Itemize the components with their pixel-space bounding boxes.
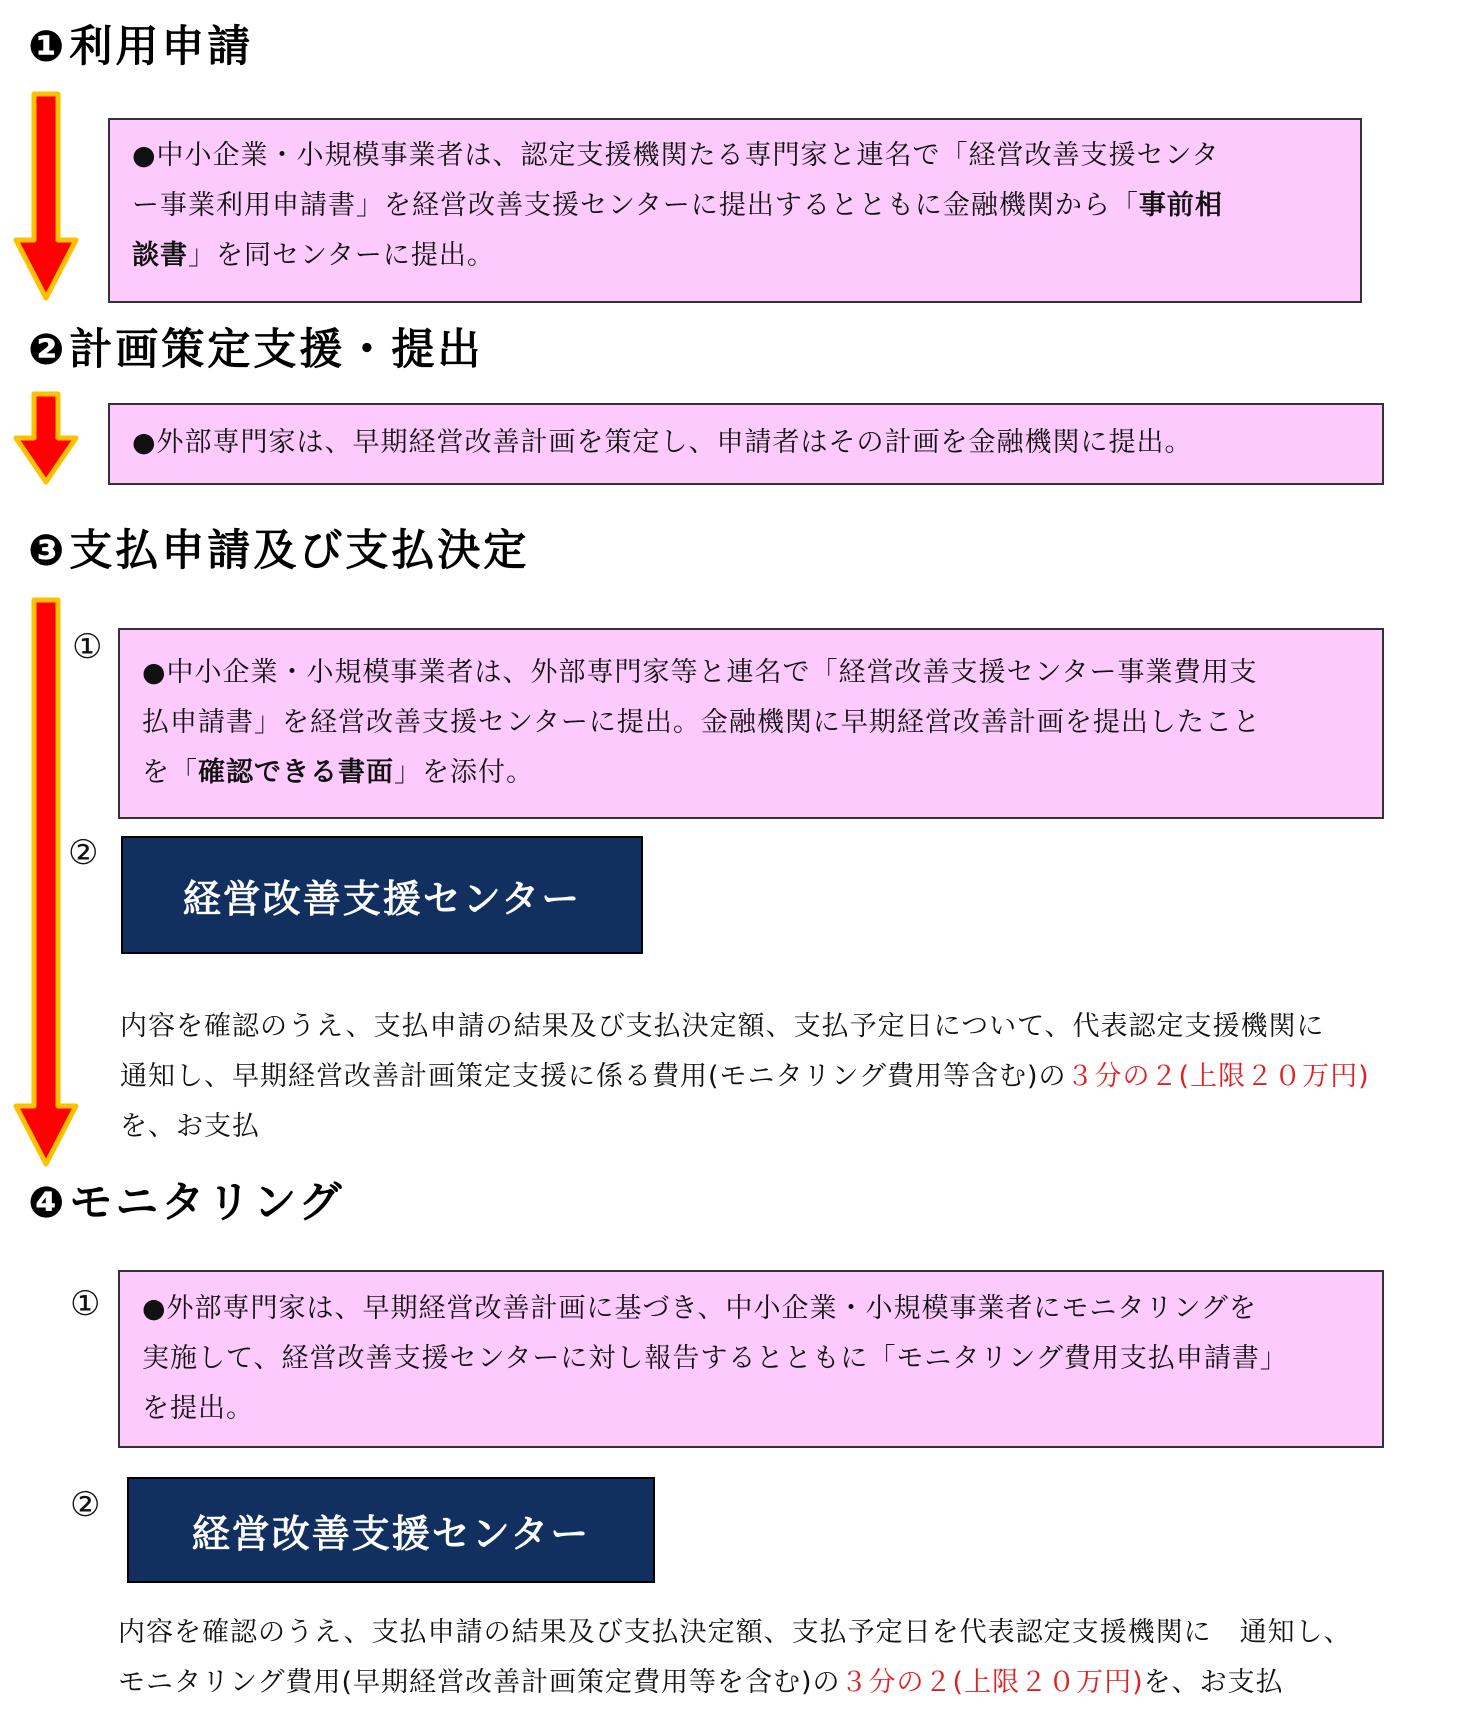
step2-line1: ●外部専門家は、早期経営改善計画を策定し、申請者はその計画を金融機関に提出。 xyxy=(132,427,1193,458)
step4-note xyxy=(118,1608,1448,1708)
step2-arrow xyxy=(12,392,80,486)
step1-line3 xyxy=(132,231,1342,281)
step4-center-label: 経営改善支援センター xyxy=(191,1511,591,1556)
step3-sub1-line3a: を「 xyxy=(142,757,198,788)
step2-box xyxy=(108,403,1384,485)
step4-sub2-marker: ② xyxy=(70,1485,101,1525)
step2-number: ❷ xyxy=(28,325,68,375)
step1-title: 利用申請 xyxy=(69,22,254,72)
step3-sub1-line3c: 」を添付。 xyxy=(394,757,534,788)
step4-sub1-line1: ●外部専門家は、早期経営改善計画に基づき、中小企業・小規模事業者にモニタリングを xyxy=(142,1293,1257,1324)
step3-sub1-line3b: 確認できる書面 xyxy=(198,757,394,788)
step3-number: ❸ xyxy=(28,526,68,576)
step3-note-line3: を、お支払 xyxy=(120,1111,260,1142)
step1-number: ❶ xyxy=(28,22,68,72)
step2-heading xyxy=(28,325,484,375)
step3-title: 支払申請及び支払決定 xyxy=(69,526,530,576)
step3-note xyxy=(120,1002,1440,1152)
step4-sub1-line3: を提出。 xyxy=(142,1393,254,1424)
step3-center-label: 経営改善支援センター xyxy=(182,876,582,921)
step3-note-line2 xyxy=(120,1052,1440,1102)
step4-sub1-marker: ① xyxy=(70,1284,101,1324)
step3-sub1-box xyxy=(118,628,1384,819)
step3-sub1-line3 xyxy=(142,748,1364,798)
step2-title: 計画策定支援・提出 xyxy=(69,325,484,375)
step4-number: ❹ xyxy=(28,1178,68,1228)
step4-center-box xyxy=(127,1477,655,1583)
step3-note-line2a: 通知し、早期経営改善計画策定支援に係る費用(モニタリング費用等含む)の xyxy=(120,1061,1067,1092)
step4-note-line2 xyxy=(118,1658,1448,1708)
step3-arrow xyxy=(12,598,80,1170)
step1-box xyxy=(108,118,1362,303)
step1-line2b: 事前相 xyxy=(1138,190,1223,221)
step4-note-highlight: ３分の２(上限２０万円) xyxy=(840,1667,1144,1698)
step3-sub1-line2: 払申請書」を経営改善支援センターに提出。金融機関に早期経営改善計画を提出したこと xyxy=(142,707,1261,738)
step4-sub1-box xyxy=(118,1270,1384,1448)
step1-line1: ●中小企業・小規模事業者は、認定支援機関たる専門家と連名で「経営改善支援センタ xyxy=(132,140,1220,171)
step1-heading xyxy=(28,22,254,72)
step3-note-line1: 内容を確認のうえ、支払申請の結果及び支払決定額、支払予定日について、代表認定支援機関に xyxy=(120,1011,1325,1042)
step4-note-line1: 内容を確認のうえ、支払申請の結果及び支払決定額、支払予定日を代表認定支援機関に 通知し、 xyxy=(118,1617,1352,1648)
step3-sub1-marker: ① xyxy=(72,627,103,667)
step4-sub1-line2: 実施して、経営改善支援センターに対し報告するとともに「モニタリング費用支払申請書」 xyxy=(142,1343,1288,1374)
step3-sub2-marker: ② xyxy=(68,833,99,873)
step3-sub1-line1: ●中小企業・小規模事業者は、外部専門家等と連名で「経営改善支援センター事業費用支 xyxy=(142,657,1258,688)
step1-line2a: ー事業利用申請書」を経営改善支援センターに提出するとともに金融機関から「 xyxy=(132,190,1139,221)
step3-note-highlight: ３分の２(上限２０万円) xyxy=(1066,1061,1370,1092)
step3-center-box xyxy=(121,836,643,954)
step1-line3a: 談書 xyxy=(132,240,188,271)
step1-line2 xyxy=(132,181,1342,231)
step4-note-line2c: を、お支払 xyxy=(1143,1667,1284,1698)
step4-title: モニタリング xyxy=(69,1178,345,1228)
step1-line3b: 」を同センターに提出。 xyxy=(188,240,495,271)
step1-arrow xyxy=(12,92,80,302)
step4-note-line2a: モニタリング費用(早期経営改善計画策定費用等を含む)の xyxy=(118,1667,841,1698)
step4-heading xyxy=(28,1178,345,1228)
step3-heading xyxy=(28,526,530,576)
